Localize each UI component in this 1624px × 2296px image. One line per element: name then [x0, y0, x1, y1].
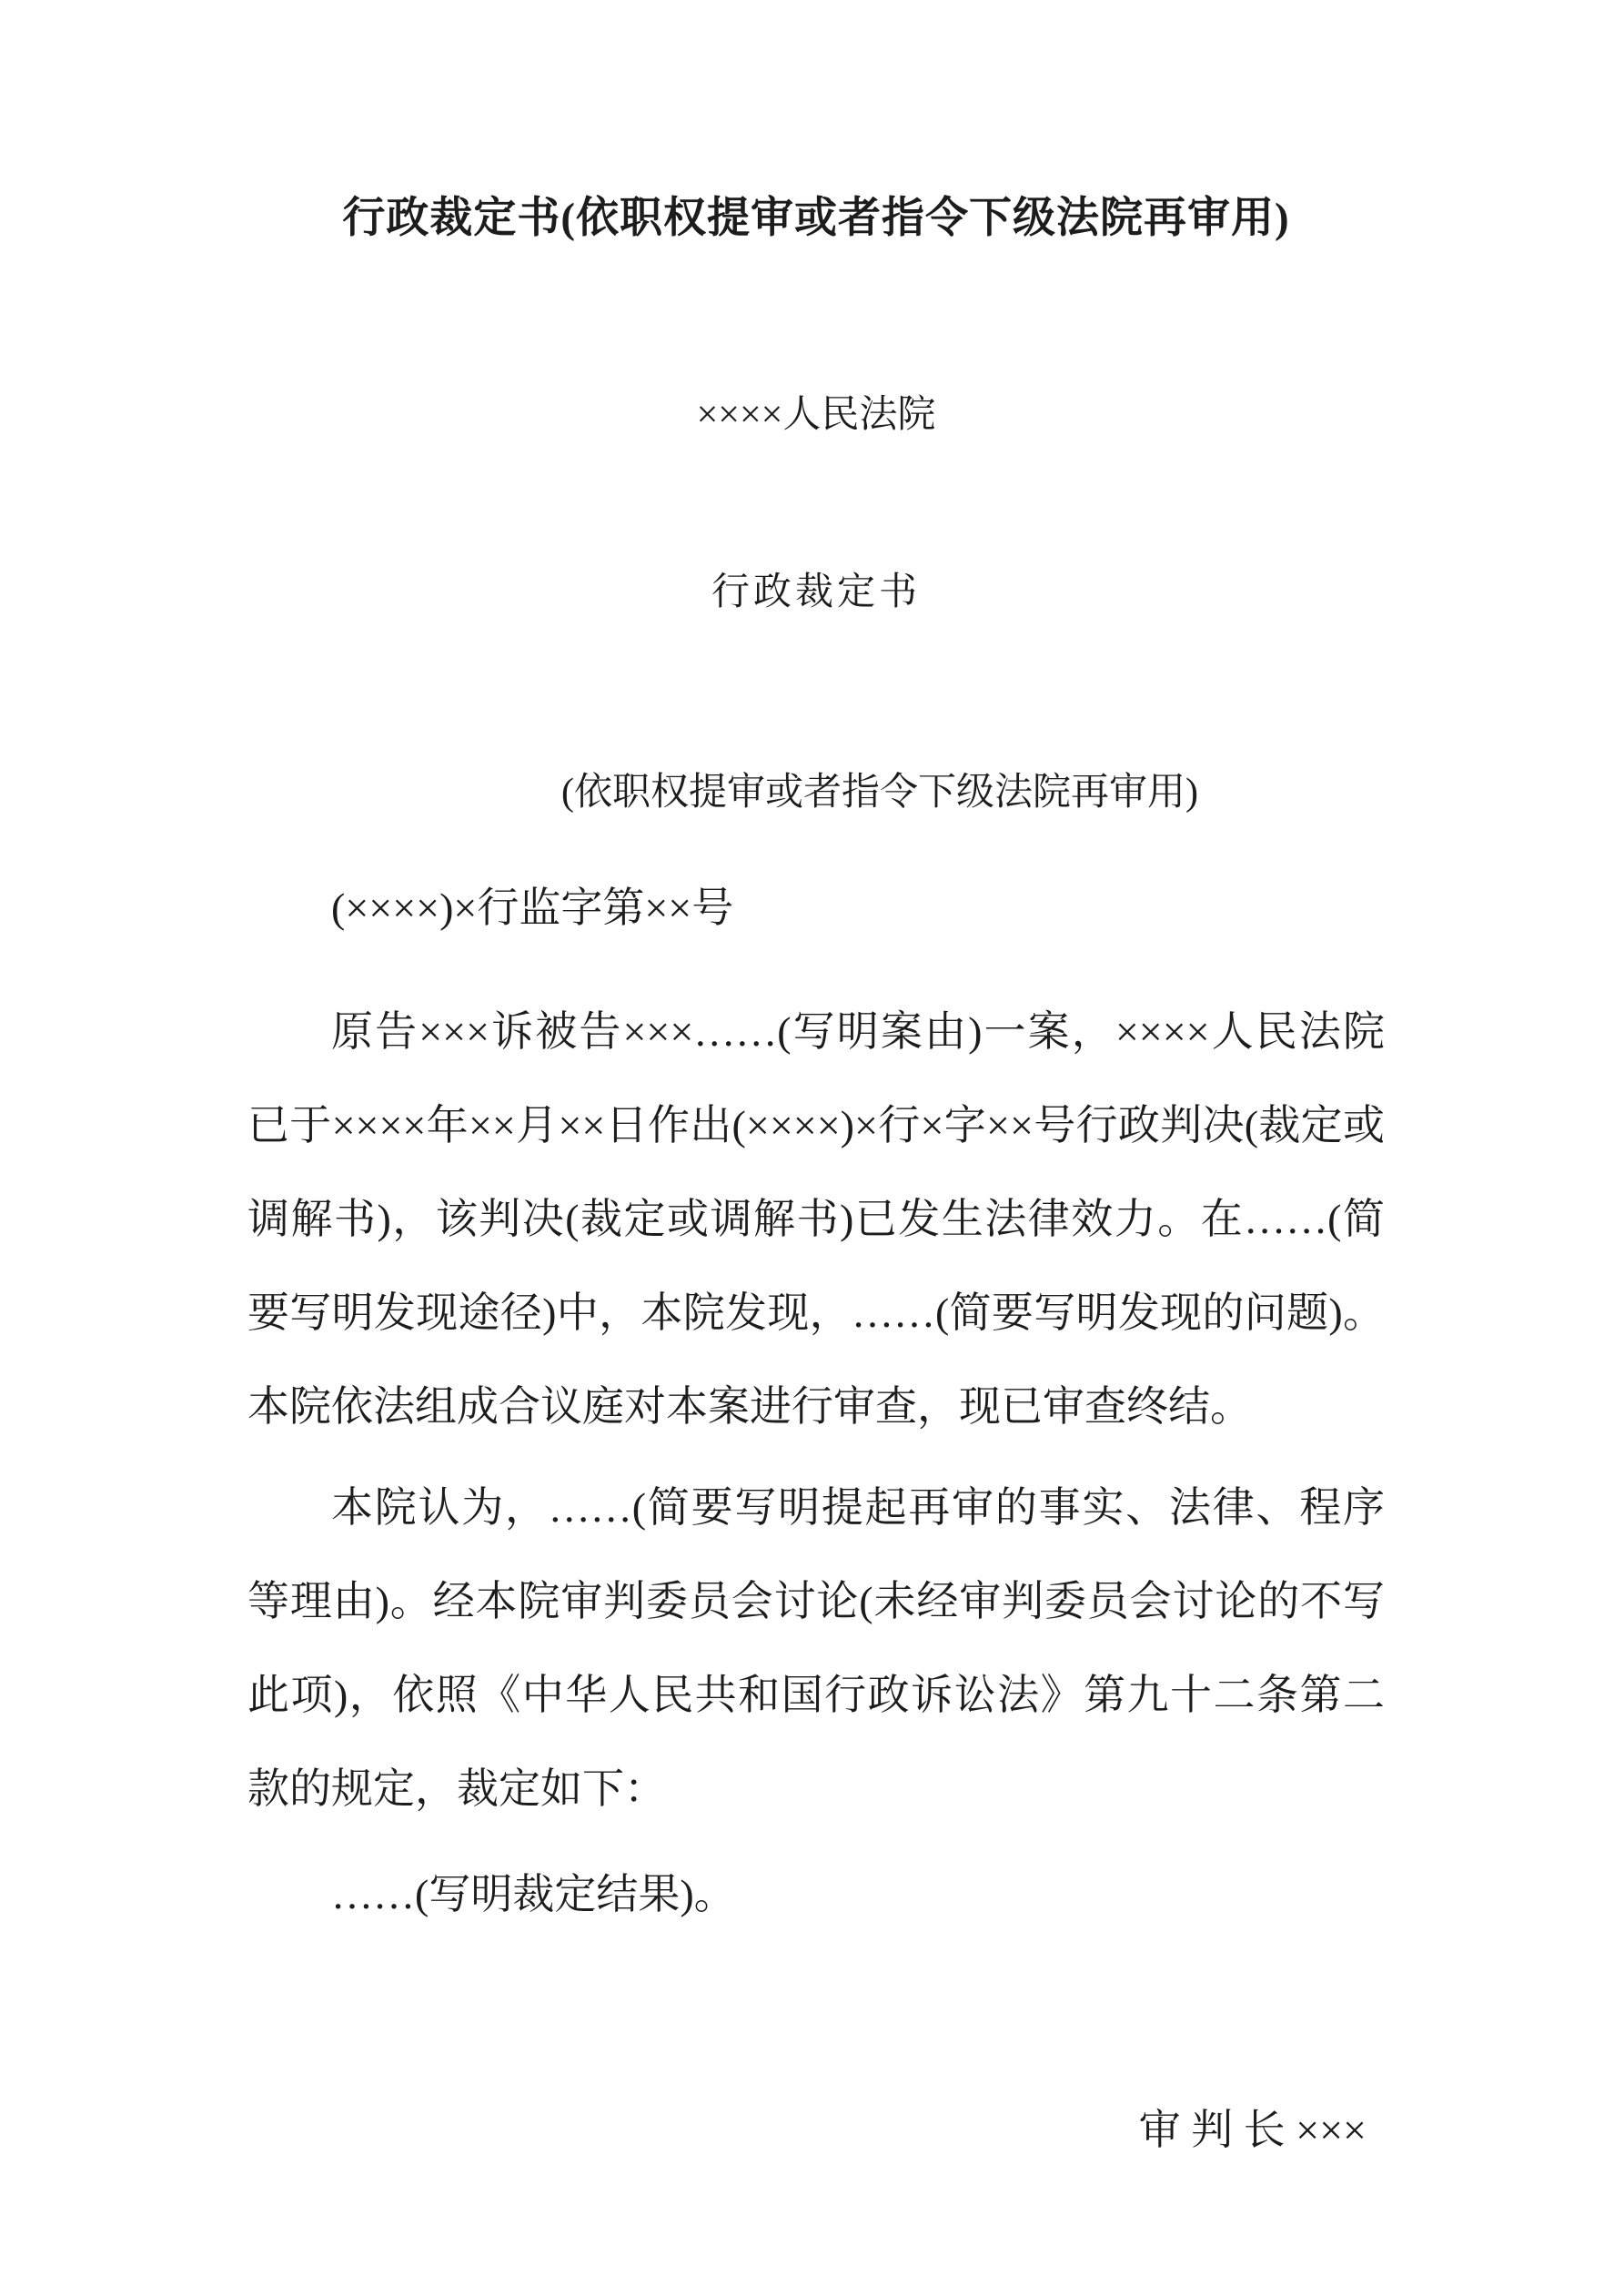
- body-paragraph-2: 本院认为，……(简要写明提起再审的事实、法律、程序等理由)。经本院审判委员会讨论(未经审判委员会讨论的不写此项)，依照《中华人民共和国行政诉讼法》第九十二条第二款的规定，裁定如下：: [247, 1484, 1385, 1812]
- document-subtitle: (依职权提审或者指令下级法院再审用): [561, 772, 1198, 814]
- case-number: (××××)×行监字第××号: [331, 885, 734, 931]
- presiding-judge-signature: 审 判 长 ×××: [1138, 2107, 1367, 2153]
- court-name: ××××人民法院: [696, 394, 936, 436]
- document-type: 行政裁定书: [711, 571, 921, 613]
- document-title: 行政裁定书(依职权提审或者指令下级法院再审用): [342, 195, 1290, 242]
- body-paragraph-3: ……(写明裁定结果)。: [331, 1871, 736, 1917]
- body-paragraph-1: 原告×××诉被告×××……(写明案由)一案，××××人民法院已于××××年××月××日作出(××××)×行×字××号行政判决(裁定或调解书)，该判决(裁定或调解书)已发生法律效力。在……(简要写明发现途径)中，本院发现，……(简要写明发现的问题)。本院依法组成合议庭对本案进行审查，现已审查终结。: [247, 1008, 1385, 1430]
